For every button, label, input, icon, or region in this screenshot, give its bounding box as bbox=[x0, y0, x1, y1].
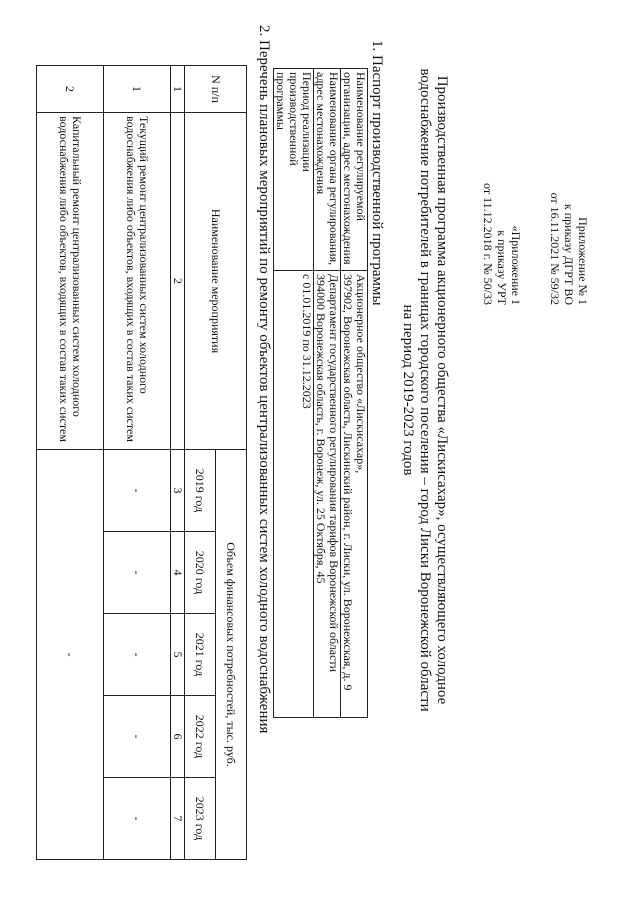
document-title bbox=[399, 20, 450, 760]
table-index-row bbox=[171, 66, 185, 860]
table-row bbox=[274, 69, 314, 718]
index-cell: 4 bbox=[171, 532, 185, 614]
index-cell: 6 bbox=[171, 696, 185, 778]
index-cell: 5 bbox=[171, 614, 185, 696]
row-value: - bbox=[104, 450, 171, 532]
title-line: на период 2019-2023 годов bbox=[400, 304, 416, 476]
section-1-heading: 1. Паспорт производственной программы bbox=[369, 40, 385, 306]
table-row bbox=[37, 66, 104, 860]
table-row bbox=[314, 69, 341, 718]
col-finance-header: Объем финансовых потребностей, тыс. руб. bbox=[216, 450, 247, 860]
passport-label: Наименование органа регулирования, адрес местонахождения bbox=[314, 69, 341, 271]
passport-label: Период реализации производственной программы bbox=[274, 69, 314, 271]
row-number: 1 bbox=[104, 66, 171, 113]
year-header: 2020 год bbox=[185, 532, 216, 614]
passport-value: Акционерное общество «Лискисахар», 397902, Воронежская область, Лискинский район, г. Лиски, ул. Воронежская, д. 9 bbox=[341, 271, 368, 718]
annex-block-2 bbox=[481, 183, 523, 305]
row-value: - bbox=[104, 614, 171, 696]
annex-1-line: Приложение № 1 bbox=[576, 217, 590, 305]
row-name: Капитальный ремонт централизованных систем холодного водоснабжения либо объектов, входящих в состав таких систем bbox=[37, 113, 104, 450]
index-cell: 3 bbox=[171, 450, 185, 532]
table-header-row bbox=[216, 66, 247, 860]
table-row bbox=[341, 69, 368, 718]
col-name-header: Наименование мероприятия bbox=[185, 113, 247, 450]
passport-value: Департамент государственного регулирования тарифов Воронежской области 394000 Воронежская область, г. Воронеж, ул. 25 Октября, 45 bbox=[314, 271, 341, 718]
year-header: 2022 год bbox=[185, 696, 216, 778]
passport-label: Наименование регулируемой организации, адрес местонахождения bbox=[341, 69, 368, 271]
section-2-heading: 2. Перечень плановых мероприятий по ремонту объектов централизованных систем холодного водоснабжения bbox=[256, 25, 272, 734]
year-header: 2023 год bbox=[185, 778, 216, 860]
row-value: - bbox=[104, 696, 171, 778]
row-value: - bbox=[104, 778, 171, 860]
index-cell: 7 bbox=[171, 778, 185, 860]
row-name: Текущий ремонт централизованных систем холодного водоснабжения либо объектов, входящих в состав таких систем bbox=[104, 113, 171, 450]
col-number-header: N п/п bbox=[185, 66, 247, 113]
index-cell: 1 bbox=[171, 66, 185, 113]
annex-1-line: от 16.11.2021 № 59/32 bbox=[548, 192, 562, 305]
annex-2-line: «Приложение 1 bbox=[509, 225, 523, 305]
repairs-table bbox=[36, 65, 247, 860]
title-line: Производственная программа акционерного общества «Лискисахар», осуществляющего холодное bbox=[434, 75, 450, 705]
annex-2-line: к приказу УРТ bbox=[495, 230, 509, 305]
row-number: 2 bbox=[37, 66, 104, 113]
year-header: 2021 год bbox=[185, 614, 216, 696]
table-row bbox=[104, 66, 171, 860]
annex-2-line: от 11.12.2018 г. № 50/33 bbox=[481, 183, 495, 305]
passport-table bbox=[273, 68, 368, 718]
year-header: 2019 год bbox=[185, 450, 216, 532]
index-cell: 2 bbox=[171, 113, 185, 450]
title-line: водоснабжение потребителей в границах городского поселения – город Лиски Воронежской области bbox=[417, 68, 433, 712]
row-value: - bbox=[37, 450, 104, 860]
passport-value: с 01.01.2019 по 31.12.2023 bbox=[274, 271, 314, 718]
annex-1-line: к приказу ДГРТ ВО bbox=[562, 203, 576, 305]
annex-block-1 bbox=[548, 193, 590, 305]
row-value: - bbox=[104, 532, 171, 614]
